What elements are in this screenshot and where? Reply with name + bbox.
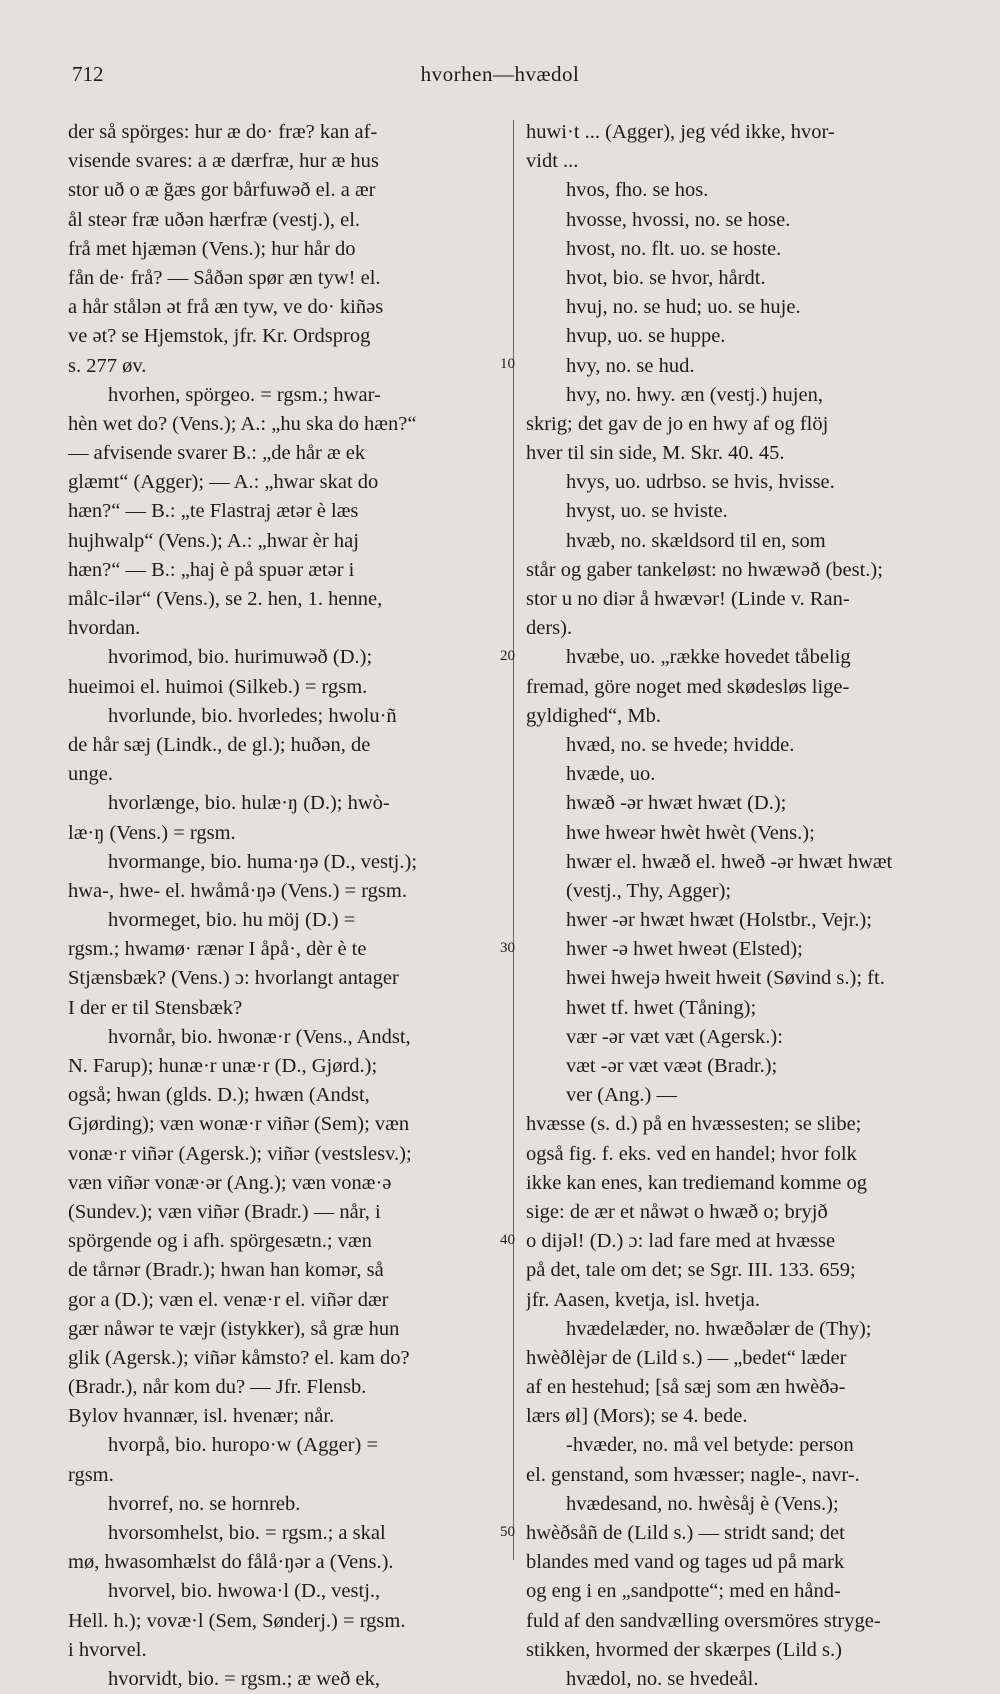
text-line: rgsm.	[68, 1463, 114, 1486]
text-line: jfr. Aasen, kvetja, isl. hvetja.	[526, 1288, 760, 1311]
text-line: af en hestehud; [så sæj som æn hwèðə-	[526, 1376, 846, 1399]
text-line: (Sundev.); væn viñər (Bradr.) — når, i	[68, 1200, 381, 1223]
text-line: læ·ŋ (Vens.) = rgsm.	[68, 821, 236, 844]
text-line: hujhwalp“ (Vens.); A.: „hwar èr haj	[68, 529, 359, 552]
text-line: hvorsomhelst, bio. = rgsm.; a skal	[108, 1522, 386, 1544]
text-line: Bylov hvannær, isl. hvenær; når.	[68, 1405, 335, 1428]
text-line: i hvorvel.	[68, 1638, 147, 1661]
text-line: ver (Ang.) —	[566, 1084, 678, 1107]
text-line: fuld af den sandvælling oversmöres stryge-	[526, 1609, 881, 1632]
text-line: sige: de ær et nåwət o hwæð o; bryjð	[526, 1200, 828, 1223]
text-line: hver til sin side, M. Skr. 40. 45.	[526, 442, 785, 465]
text-line: hvorpå, bio. huropo·w (Agger) =	[108, 1434, 379, 1457]
text-line: el. genstand, som hvæsser; nagle-, navr-.	[526, 1463, 860, 1486]
text-line: fremad, göre noget med skødesløs lige-	[526, 675, 850, 698]
text-line: hvædesand, no. hwèsåj è (Vens.);	[566, 1492, 839, 1515]
text-line: o dijəl! (D.) ɔ: lad fare med at hvæsse	[526, 1230, 836, 1253]
text-line: hvosse, hvossi, no. se hose.	[566, 208, 791, 231]
line-number: 50	[500, 1523, 515, 1540]
text-line: der så spörges: hur æ do· fræ? kan af-	[68, 121, 378, 143]
text-line: hwær el. hwæð el. hweð -ər hwæt hwæt	[566, 850, 893, 873]
text-line: hvorvidt, bio. = rgsm.; æ weð ek,	[108, 1667, 380, 1690]
text-line: hueimoi el. huimoi (Silkeb.) = rgsm.	[68, 675, 368, 698]
text-line: mø, hwasomhælst do fålå·ŋər a (Vens.).	[68, 1551, 394, 1574]
text-line: stor u no diər å hwævər! (Linde v. Ran-	[526, 588, 850, 610]
right-column	[526, 118, 964, 1694]
text-line: hwèðlèjər de (Lild s.) — „bedet“ læder	[526, 1346, 847, 1369]
text-line: gyldighed“, Mb.	[526, 704, 661, 727]
text-line: hvorlænge, bio. hulæ·ŋ (D.); hwò-	[108, 792, 390, 815]
text-line: hvos, fho. se hos.	[566, 179, 709, 202]
text-line: a hår stålən ət frå æn tyw, ve do· kiñəs	[68, 296, 384, 319]
left-column	[68, 118, 500, 1694]
text-line: -hvæder, no. må vel betyde: person	[566, 1434, 854, 1457]
text-line: hvormeget, bio. hu möj (D.) =	[108, 909, 356, 932]
text-line: hèn wet do? (Vens.); A.: „hu ska do hæn?“	[68, 412, 417, 435]
text-line: hvædol, no. se hvedeål.	[566, 1667, 759, 1690]
text-line: — afvisende svarer B.: „de hår æ ek	[68, 442, 366, 465]
text-line: målc-ilər“ (Vens.), se 2. hen, 1. henne,	[68, 588, 383, 610]
text-line: hvæsse (s. d.) på en hvæssesten; se slibe;	[526, 1113, 862, 1136]
line-number: 10	[500, 355, 515, 372]
text-line: stor uð o æ ğæs gor bårfuwəð el. a ær	[68, 179, 376, 202]
text-line: hæn?“ — B.: „te Flastraj ætər è læs	[68, 500, 359, 523]
text-line: huwi·t ... (Agger), jeg véd ikke, hvor-	[526, 121, 835, 143]
text-line: hwet tf. hwet (Tåning);	[566, 996, 757, 1019]
text-line: hvuj, no. se hud; uo. se huje.	[566, 296, 801, 319]
text-line: hvyst, uo. se hviste.	[566, 500, 728, 523]
text-line: Stjænsbæk? (Vens.) ɔ: hvorlangt antager	[68, 967, 399, 990]
text-line: og eng i en „sandpotte“; med en hånd-	[526, 1580, 841, 1603]
text-line: hvy, no. se hud.	[566, 354, 695, 377]
text-line: hwei hwejə hweit hweit (Søvind s.); ft.	[566, 967, 885, 990]
text-line: gor a (D.); væn el. venæ·r el. viñər dær	[68, 1288, 389, 1311]
text-line: spörgende og i afh. spörgesætn.; væn	[68, 1230, 372, 1253]
text-line: ders).	[526, 617, 573, 640]
text-line: lærs øl] (Mors); se 4. bede.	[526, 1405, 748, 1428]
text-line: frå met hjæmən (Vens.); hur hår do	[68, 237, 356, 260]
text-line: hvorvel, bio. hwowa·l (D., vestj.,	[108, 1580, 381, 1603]
text-line: hvup, uo. se huppe.	[566, 325, 726, 348]
text-line: hvost, no. flt. uo. se hoste.	[566, 237, 782, 260]
text-line: også fig. f. eks. ved en handel; hvor folk	[526, 1142, 857, 1165]
text-line: ål steər fræ uðən hærfræ (vestj.), el.	[68, 208, 361, 231]
text-line: væn viñər vonæ·ər (Ang.); væn vonæ·ə	[68, 1171, 392, 1194]
text-line: hæn?“ — B.: „haj è på spuər ætər i	[68, 558, 355, 581]
text-line: hvot, bio. se hvor, hårdt.	[566, 266, 766, 289]
text-line: hvæbe, uo. „række hovedet tåbelig	[566, 646, 851, 669]
text-line: rgsm.; hwamø· rænər I åpå·, dèr è te	[68, 938, 367, 961]
text-line: de hår sæj (Lindk., de gl.); huðən, de	[68, 733, 371, 756]
text-line: hvæde, uo.	[566, 763, 656, 786]
text-line: også; hwan (glds. D.); hwæn (Andst,	[68, 1084, 370, 1107]
text-line: hvædelæder, no. hwæðəlær de (Thy);	[566, 1317, 872, 1340]
text-line: hwæð -ər hwæt hwæt (D.);	[566, 792, 787, 815]
text-line: glik (Agersk.); viñər kåmsto? el. kam do?	[68, 1346, 410, 1369]
text-line: hvorlunde, bio. hvorledes; hwolu·ñ	[108, 704, 397, 727]
text-line: hvorref, no. se hornreb.	[108, 1492, 301, 1515]
text-line: Gjørding); væn wonæ·r viñər (Sem); væn	[68, 1113, 410, 1136]
text-line: væt -ər væt væət (Bradr.);	[566, 1055, 778, 1077]
text-line: står og gaber tankeløst: no hwæwəð (best.);	[526, 558, 883, 581]
text-line: hvæd, no. se hvede; hvidde.	[566, 733, 795, 756]
text-line: hwa-, hwe- el. hwåmå·ŋə (Vens.) = rgsm.	[68, 879, 407, 902]
text-line: vonæ·r viñər (Agersk.); viñər (vestslesv.);	[68, 1142, 412, 1165]
line-number: 20	[500, 647, 515, 664]
text-line: hvormange, bio. huma·ŋə (D., vestj.);	[108, 850, 418, 873]
text-line: hwer -ər hwæt hwæt (Holstbr., Vejr.);	[566, 909, 872, 932]
line-number: 30	[500, 939, 515, 956]
line-number: 40	[500, 1231, 515, 1248]
text-line: på det, tale om det; se Sgr. III. 133. 659;	[526, 1259, 856, 1282]
text-line: N. Farup); hunæ·r unæ·r (D., Gjørd.);	[68, 1055, 378, 1077]
text-line: hvæb, no. skældsord til en, som	[566, 529, 826, 552]
text-line: s. 277 øv.	[68, 354, 147, 377]
text-line: hvorimod, bio. hurimuwəð (D.);	[108, 646, 373, 669]
text-line: hvys, uo. udrbso. se hvis, hvisse.	[566, 471, 835, 494]
text-line: hwèðsåñ de (Lild s.) — stridt sand; det	[526, 1522, 845, 1544]
text-line: vidt ...	[526, 150, 579, 173]
text-line: visende svares: a æ dærfræ, hur æ hus	[68, 150, 379, 173]
text-line: glæmt“ (Agger); — A.: „hwar skat do	[68, 471, 379, 494]
text-line: ikke kan enes, kan trediemand komme og	[526, 1171, 867, 1194]
text-line: (vestj., Thy, Agger);	[566, 879, 732, 902]
text-line: (Bradr.), når kom du? — Jfr. Flensb.	[68, 1376, 367, 1399]
text-line: hwer -ə hwet hweət (Elsted);	[566, 938, 803, 961]
text-line: skrig; det gav de jo en hwy af og flöj	[526, 412, 829, 435]
text-line: hwe hwеər hwèt hwèt (Vens.);	[566, 821, 815, 844]
text-line: I der er til Stensbæk?	[68, 996, 243, 1019]
text-line: vær -ər væt væt (Agersk.):	[566, 1025, 783, 1048]
text-line: hvordan.	[68, 617, 141, 640]
running-head: hvorhen—hvædol	[420, 62, 580, 86]
text-line: fån de· frå? — Såðən spør æn tyw! el.	[68, 266, 381, 289]
text-line: de tårnər (Bradr.); hwan han komər, så	[68, 1259, 384, 1282]
text-line: unge.	[68, 763, 113, 786]
column-divider	[513, 120, 514, 1560]
text-line: stikken, hvormed der skærpes (Lild s.)	[526, 1638, 842, 1661]
text-line: gær nåwər te væjr (istykker), så græ hun	[68, 1317, 400, 1340]
text-line: hvorhen, spörgeo. = rgsm.; hwar-	[108, 383, 381, 406]
text-line: Hell. h.); vovæ·l (Sem, Sønderj.) = rgsm.	[68, 1609, 406, 1632]
page-number: 712	[72, 62, 104, 86]
text-line: ve ət? se Hjemstok, jfr. Kr. Ordsprog	[68, 325, 371, 348]
text-line: hvornår, bio. hwonæ·r (Vens., Andst,	[108, 1025, 411, 1048]
text-line: hvy, no. hwy. æn (vestj.) hujen,	[566, 383, 823, 406]
text-line: blandes med vand og tages ud på mark	[526, 1551, 845, 1574]
